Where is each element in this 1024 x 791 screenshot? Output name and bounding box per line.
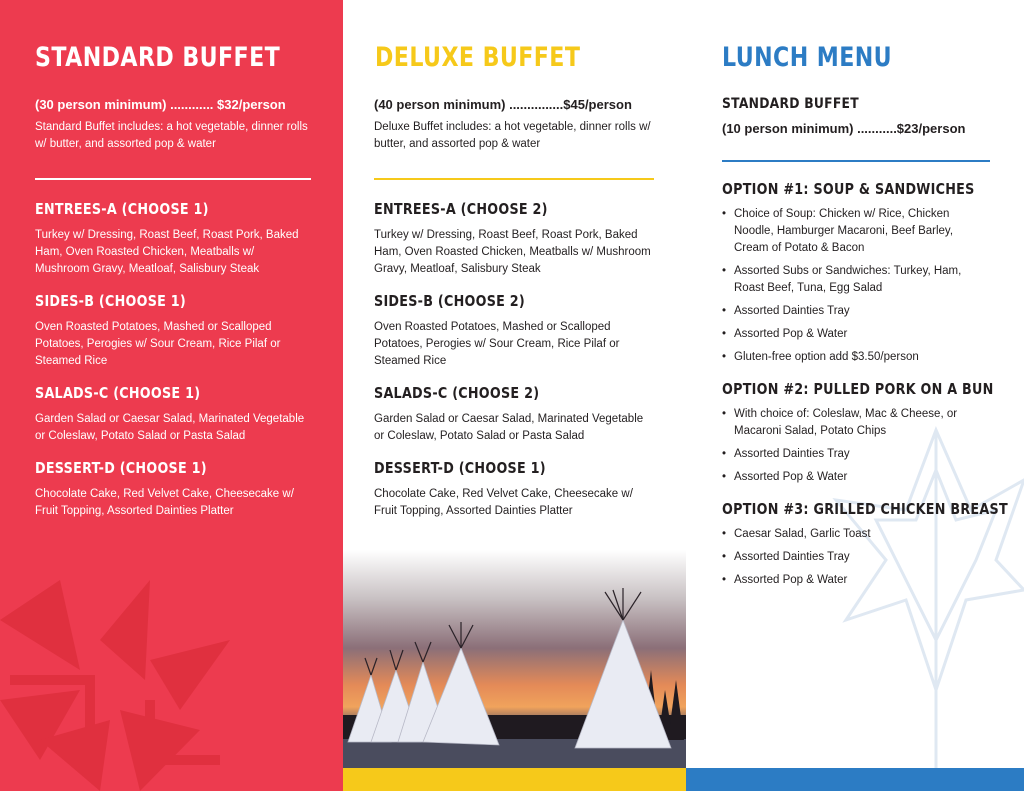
section-body: Chocolate Cake, Red Velvet Cake, Cheesecake w/ Fruit Topping, Assorted Dainties Platter — [35, 488, 294, 517]
option-heading: OPTION #3: GRILLED CHICKEN BREAST — [722, 500, 1008, 518]
section-body: Turkey w/ Dressing, Roast Beef, Roast Pork, Baked Ham, Oven Roasted Chicken, Meatballs w/ Mushroom Gravy, Meatloaf, Salisbury Steak — [374, 229, 651, 275]
section-body: Oven Roasted Potatoes, Mashed or Scalloped Potatoes, Perogies w/ Sour Cream, Rice Pilaf or Steamed Rice — [35, 321, 281, 367]
list-item: • Assorted Dainties Tray — [722, 303, 990, 320]
section-heading: SALADS-C (CHOOSE 2) — [374, 384, 540, 402]
page-title: STANDARD BUFFET — [35, 42, 281, 73]
section-heading: DESSERT-D (CHOOSE 1) — [374, 459, 546, 477]
divider — [35, 178, 311, 180]
price-line: (40 person minimum) ...............$45/person — [374, 97, 632, 112]
price-line: (30 person minimum) ............ $32/person — [35, 97, 286, 112]
lunch-menu-panel — [686, 0, 1024, 791]
list-item: • Assorted Dainties Tray — [722, 446, 990, 463]
price-line: (10 person minimum) ...........$23/person — [722, 121, 966, 136]
section-body: Garden Salad or Caesar Salad, Marinated Vegetable or Coleslaw, Potato Salad or Pasta Salad — [35, 413, 305, 442]
section-body: Oven Roasted Potatoes, Mashed or Scalloped Potatoes, Perogies w/ Sour Cream, Rice Pilaf or Steamed Rice — [374, 321, 620, 367]
list-item: • Assorted Dainties Tray — [722, 549, 990, 566]
standard-buffet-content — [35, 45, 311, 520]
divider — [374, 178, 654, 180]
list-item: • Assorted Pop & Water — [722, 572, 990, 589]
list-item: • Gluten-free option add $3.50/person — [722, 349, 990, 366]
tipi-sunset-photo — [343, 550, 686, 768]
blue-accent-bar — [686, 768, 1024, 791]
description: Deluxe Buffet includes: a hot vegetable, dinner rolls w/ butter, and assorted pop & water — [374, 121, 651, 150]
section-body: Chocolate Cake, Red Velvet Cake, Cheesecake w/ Fruit Topping, Assorted Dainties Platter — [374, 488, 633, 517]
option-heading: OPTION #2: PULLED PORK ON A BUN — [722, 380, 994, 398]
star-quilt-decoration — [0, 560, 343, 791]
yellow-accent-bar — [343, 768, 686, 791]
list-item: • Assorted Subs or Sandwiches: Turkey, Ham, Roast Beef, Tuna, Egg Salad — [722, 263, 990, 297]
list-item: • Caesar Salad, Garlic Toast — [722, 526, 990, 543]
section-body: Turkey w/ Dressing, Roast Beef, Roast Pork, Baked Ham, Oven Roasted Chicken, Meatballs w/ Mushroom Gravy, Meatloaf, Salisbury Steak — [35, 229, 299, 275]
subtitle: STANDARD BUFFET — [722, 96, 859, 112]
section-heading: SALADS-C (CHOOSE 1) — [35, 384, 201, 402]
lunch-menu-content — [722, 96, 1008, 595]
page-title: DELUXE BUFFET — [375, 42, 581, 73]
list-item: • Assorted Pop & Water — [722, 326, 990, 343]
section-body: Garden Salad or Caesar Salad, Marinated Vegetable or Coleslaw, Potato Salad or Pasta Salad — [374, 413, 644, 442]
deluxe-buffet-content — [374, 45, 654, 520]
option-list — [722, 526, 990, 589]
option-list — [722, 406, 990, 486]
section-heading: ENTREES-A (CHOOSE 1) — [35, 200, 209, 218]
standard-buffet-panel — [0, 0, 343, 791]
page-title: LUNCH MENU — [722, 42, 893, 73]
divider — [722, 160, 990, 162]
description: Standard Buffet includes: a hot vegetable, dinner rolls w/ butter, and assorted pop & water — [35, 121, 308, 150]
section-heading: DESSERT-D (CHOOSE 1) — [35, 459, 207, 477]
list-item: • Choice of Soup: Chicken w/ Rice, Chicken Noodle, Hamburger Macaroni, Beef Barley, Cream of Potato & Bacon — [722, 206, 990, 257]
list-item: • Assorted Pop & Water — [722, 469, 990, 486]
deluxe-buffet-panel — [343, 0, 686, 791]
option-list — [722, 206, 990, 366]
section-heading: ENTREES-A (CHOOSE 2) — [374, 200, 548, 218]
section-heading: SIDES-B (CHOOSE 2) — [374, 292, 526, 310]
option-heading: OPTION #1: SOUP & SANDWICHES — [722, 180, 975, 198]
list-item: • With choice of: Coleslaw, Mac & Cheese, or Macaroni Salad, Potato Chips — [722, 406, 990, 440]
section-heading: SIDES-B (CHOOSE 1) — [35, 292, 187, 310]
